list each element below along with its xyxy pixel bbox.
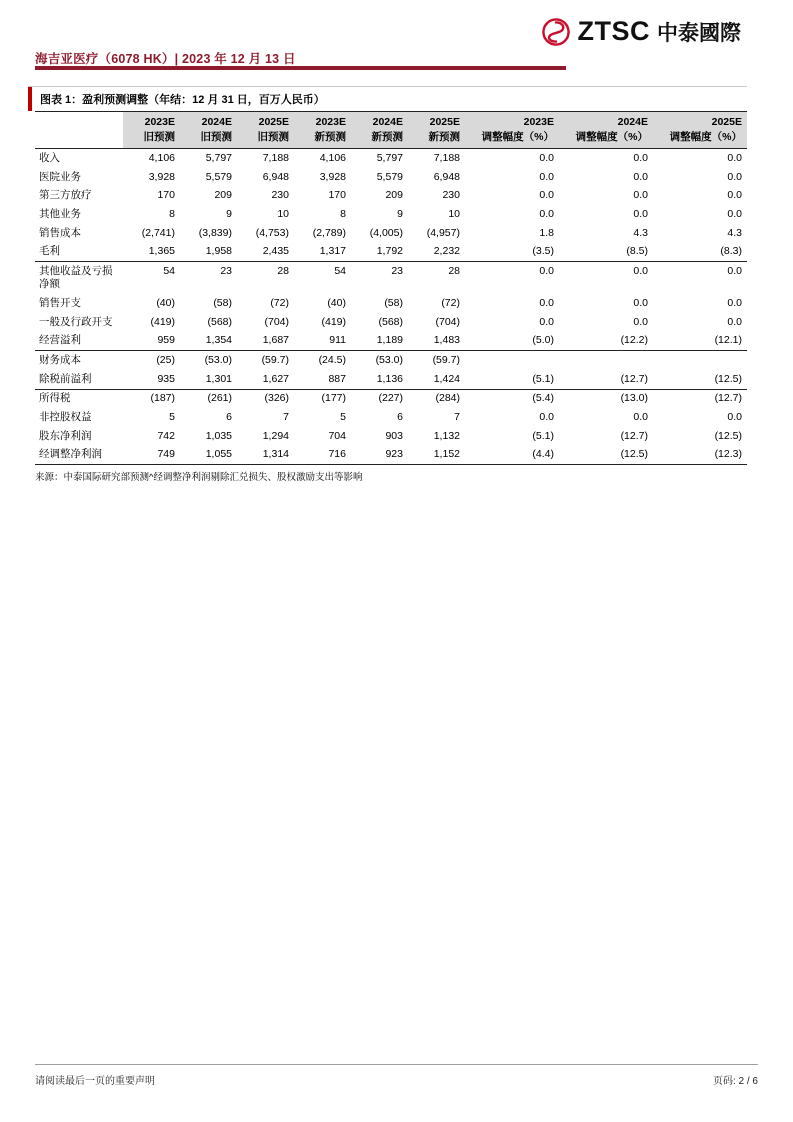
cell-value: (72) — [441, 297, 460, 310]
cell-value: 0.0 — [727, 207, 742, 220]
ztsc-emblem-icon — [541, 17, 571, 47]
cell-value: (4,005) — [369, 226, 403, 239]
cell-value: (4,753) — [255, 226, 289, 239]
table-row — [35, 243, 747, 262]
cell-value: 2,435 — [237, 243, 294, 262]
cell-value: 0.0 — [539, 170, 554, 183]
cell-value: 1,294 — [262, 429, 289, 442]
cell-value: (12.7) — [559, 370, 653, 389]
cell-value: (13.0) — [620, 392, 648, 405]
table-row — [35, 351, 747, 370]
cell-value: 7 — [454, 410, 460, 423]
cell-value: (53.0) — [375, 353, 403, 366]
cell-value: 0.0 — [539, 264, 554, 277]
cell-value: 1,792 — [351, 243, 408, 262]
column-header: 2023E 旧预测 — [123, 112, 180, 149]
cell-value: 0.0 — [539, 315, 554, 328]
cell-value: (419) — [150, 315, 175, 328]
cell-value: 0.0 — [727, 189, 742, 202]
cell-value: (568) — [378, 315, 403, 328]
cell-value: (53.0) — [204, 353, 232, 366]
column-header: 2025E 调整幅度（%） — [653, 112, 747, 149]
table-row — [35, 408, 747, 427]
cell-value: 0.0 — [727, 315, 742, 328]
cell-value: 0.0 — [633, 170, 648, 183]
cell-value: 0.0 — [727, 264, 742, 277]
cell-value: 5 — [340, 410, 346, 423]
footer-rule — [35, 1064, 758, 1065]
cell-value: 3,928 — [148, 170, 175, 183]
cell-value: 0.0 — [727, 410, 742, 423]
cell-value: (177) — [321, 392, 346, 405]
cell-value: 1,132 — [433, 429, 460, 442]
cell-value: 7 — [283, 410, 289, 423]
cell-value: 7,188 — [433, 151, 460, 164]
cell-value: 5,797 — [376, 151, 403, 164]
cell-value: 0.0 — [539, 297, 554, 310]
brand-logo — [541, 16, 742, 47]
cell-value — [559, 351, 653, 370]
cell-value: (58) — [384, 297, 403, 310]
cell-value: 1,687 — [237, 332, 294, 351]
cell-value: 0.0 — [633, 207, 648, 220]
figure-caption: 图表 1：盈利预测调整（年结：12 月 31 日，百万人民币） — [28, 87, 747, 111]
cell-value: 0.0 — [727, 151, 742, 164]
cell-value: 0.0 — [539, 207, 554, 220]
row-label: 非控股权益 — [39, 410, 92, 423]
row-label: 医院业务 — [39, 170, 81, 183]
table-row — [35, 427, 747, 446]
cell-value: 1,627 — [237, 370, 294, 389]
cell-value: 0.0 — [727, 297, 742, 310]
cell-value: (12.1) — [653, 332, 747, 351]
cell-value: (419) — [321, 315, 346, 328]
cell-value: (5.4) — [532, 392, 554, 405]
table-row — [35, 224, 747, 243]
cell-value: (261) — [207, 392, 232, 405]
cell-value: (8.5) — [559, 243, 653, 262]
cell-value: 1,152 — [408, 446, 465, 465]
cell-value: 1,314 — [237, 446, 294, 465]
cell-value: (40) — [156, 297, 175, 310]
table-row — [35, 332, 747, 351]
column-header: 2025E 旧预测 — [237, 112, 294, 149]
cell-value: 887 — [294, 370, 351, 389]
footer-disclaimer: 请阅读最后一页的重要声明 — [35, 1076, 155, 1087]
column-header: 2025E 新预测 — [408, 112, 465, 149]
cell-value: 1,424 — [408, 370, 465, 389]
table-body — [35, 149, 747, 465]
table-header-row — [35, 112, 747, 149]
cell-value: (326) — [264, 392, 289, 405]
cell-value: (24.5) — [318, 353, 346, 366]
cell-value: 9 — [226, 207, 232, 220]
cell-value: 1,035 — [205, 429, 232, 442]
cell-value: 5 — [169, 410, 175, 423]
cell-value: 8 — [340, 207, 346, 220]
cell-value: 1,317 — [294, 243, 351, 262]
cell-value: (4,957) — [426, 226, 460, 239]
cell-value: 923 — [351, 446, 408, 465]
cell-value: 959 — [123, 332, 180, 351]
cell-value: 0.0 — [633, 297, 648, 310]
cell-value: (59.7) — [432, 353, 460, 366]
cell-value: (58) — [213, 297, 232, 310]
column-header-label — [35, 112, 123, 149]
cell-value — [653, 351, 747, 370]
cell-value: 716 — [294, 446, 351, 465]
row-label: 经调整净利润 — [35, 446, 123, 465]
cell-value: (40) — [327, 297, 346, 310]
cell-value: 6 — [226, 410, 232, 423]
cell-value: 0.0 — [633, 151, 648, 164]
cell-value: (12.3) — [653, 446, 747, 465]
cell-value: 4.3 — [727, 226, 742, 239]
table-row — [35, 295, 747, 314]
brand-name-chinese: 中泰國際 — [657, 21, 741, 45]
cell-value: 54 — [163, 264, 175, 277]
doc-title: 海吉亚医疗（6078 HK）| 2023 年 12 月 13 日 — [35, 52, 296, 66]
table-row — [35, 262, 747, 295]
cell-value: 1,189 — [351, 332, 408, 351]
cell-value: 5,797 — [205, 151, 232, 164]
table-row — [35, 389, 747, 408]
footer-page-number: 页码: 2 / 6 — [712, 1076, 758, 1087]
cell-value: 8 — [169, 207, 175, 220]
cell-value: 170 — [328, 189, 346, 202]
cell-value: 4,106 — [319, 151, 346, 164]
cell-value: 0.0 — [633, 410, 648, 423]
cell-value: 54 — [334, 264, 346, 277]
cell-value: 1,136 — [351, 370, 408, 389]
brand-name-latin: ZTSC — [577, 16, 650, 46]
cell-value: (5.1) — [532, 429, 554, 442]
row-label: 财务成本 — [39, 353, 81, 366]
cell-value: 10 — [277, 207, 289, 220]
cell-value — [465, 351, 559, 370]
cell-value: 1,483 — [408, 332, 465, 351]
cell-value: 3,928 — [319, 170, 346, 183]
cell-value: 4,106 — [148, 151, 175, 164]
figure-1 — [28, 86, 747, 483]
cell-value: 28 — [448, 264, 460, 277]
cell-value: (12.2) — [559, 332, 653, 351]
figure-source: 来源：中泰国际研究部预测^经调整净利润剔除汇兑损失、股权激励支出等影响 — [35, 472, 363, 484]
table-row — [35, 187, 747, 206]
column-header: 2024E 新预测 — [351, 112, 408, 149]
cell-value: 742 — [157, 429, 175, 442]
column-header: 2023E 新预测 — [294, 112, 351, 149]
cell-value: 1,301 — [180, 370, 237, 389]
cell-value: 704 — [328, 429, 346, 442]
cell-value: (12.7) — [714, 392, 742, 405]
row-label: 销售成本 — [39, 226, 81, 239]
cell-value: (5.0) — [465, 332, 559, 351]
cell-value: 6,948 — [262, 170, 289, 183]
row-label: 销售开支 — [39, 297, 81, 310]
cell-value: 209 — [214, 189, 232, 202]
cell-value: 6 — [397, 410, 403, 423]
row-label: 一般及行政开支 — [39, 315, 113, 328]
cell-value: 0.0 — [539, 151, 554, 164]
cell-value: 749 — [123, 446, 180, 465]
cell-value: 4.3 — [633, 226, 648, 239]
table-row — [35, 370, 747, 389]
table-row — [35, 168, 747, 187]
cell-value: 7,188 — [262, 151, 289, 164]
cell-value: 0.0 — [539, 410, 554, 423]
cell-value: (3.5) — [465, 243, 559, 262]
cell-value: (59.7) — [261, 353, 289, 366]
cell-value: 0.0 — [633, 315, 648, 328]
table-row — [35, 313, 747, 332]
cell-value: (4.4) — [465, 446, 559, 465]
cell-value: 0.0 — [633, 264, 648, 277]
cell-value: 10 — [448, 207, 460, 220]
cell-value: 6,948 — [433, 170, 460, 183]
cell-value: 5,579 — [376, 170, 403, 183]
row-label: 收入 — [39, 151, 60, 164]
cell-value: (12.7) — [620, 429, 648, 442]
row-label: 第三方放疗 — [39, 189, 92, 202]
cell-value: (12.5) — [653, 370, 747, 389]
cell-value: (568) — [207, 315, 232, 328]
column-header: 2023E 调整幅度（%） — [465, 112, 559, 149]
row-label: 其他业务 — [39, 207, 81, 220]
row-label: 其他收益及亏损净额 — [39, 264, 113, 291]
cell-value: 0.0 — [727, 170, 742, 183]
cell-value: 2,232 — [408, 243, 465, 262]
cell-value: (8.3) — [653, 243, 747, 262]
row-label: 除税前溢利 — [35, 370, 123, 389]
cell-value: 23 — [220, 264, 232, 277]
cell-value: 209 — [385, 189, 403, 202]
cell-value: (704) — [264, 315, 289, 328]
cell-value: (2,741) — [141, 226, 175, 239]
cell-value: 0.0 — [539, 189, 554, 202]
cell-value: (704) — [435, 315, 460, 328]
cell-value: 903 — [385, 429, 403, 442]
column-header: 2024E 调整幅度（%） — [559, 112, 653, 149]
cell-value: 23 — [391, 264, 403, 277]
cell-value: (25) — [156, 353, 175, 366]
table-row — [35, 149, 747, 168]
cell-value: (3,839) — [198, 226, 232, 239]
row-label: 股东净利润 — [39, 429, 92, 442]
cell-value: 9 — [397, 207, 403, 220]
cell-value: (227) — [378, 392, 403, 405]
cell-value: 0.0 — [633, 189, 648, 202]
cell-value: 1,958 — [180, 243, 237, 262]
cell-value: (72) — [270, 297, 289, 310]
cell-value: (2,789) — [312, 226, 346, 239]
cell-value: 1.8 — [539, 226, 554, 239]
cell-value: 28 — [277, 264, 289, 277]
row-label: 所得税 — [39, 392, 71, 405]
column-header: 2024E 旧预测 — [180, 112, 237, 149]
cell-value: 1,354 — [180, 332, 237, 351]
cell-value: 170 — [157, 189, 175, 202]
row-label: 毛利 — [35, 243, 123, 262]
cell-value: (5.1) — [465, 370, 559, 389]
table-row — [35, 205, 747, 224]
cell-value: (12.5) — [714, 429, 742, 442]
cell-value: 5,579 — [205, 170, 232, 183]
cell-value: (187) — [150, 392, 175, 405]
cell-value: 230 — [442, 189, 460, 202]
cell-value: (284) — [435, 392, 460, 405]
cell-value: 230 — [271, 189, 289, 202]
table-row — [35, 446, 747, 465]
row-label: 经营溢利 — [35, 332, 123, 351]
forecast-table — [35, 111, 747, 465]
title-rule — [35, 66, 566, 70]
cell-value: 911 — [294, 332, 351, 351]
cell-value: (12.5) — [559, 446, 653, 465]
cell-value: 1,055 — [180, 446, 237, 465]
cell-value: 1,365 — [123, 243, 180, 262]
cell-value: 935 — [123, 370, 180, 389]
